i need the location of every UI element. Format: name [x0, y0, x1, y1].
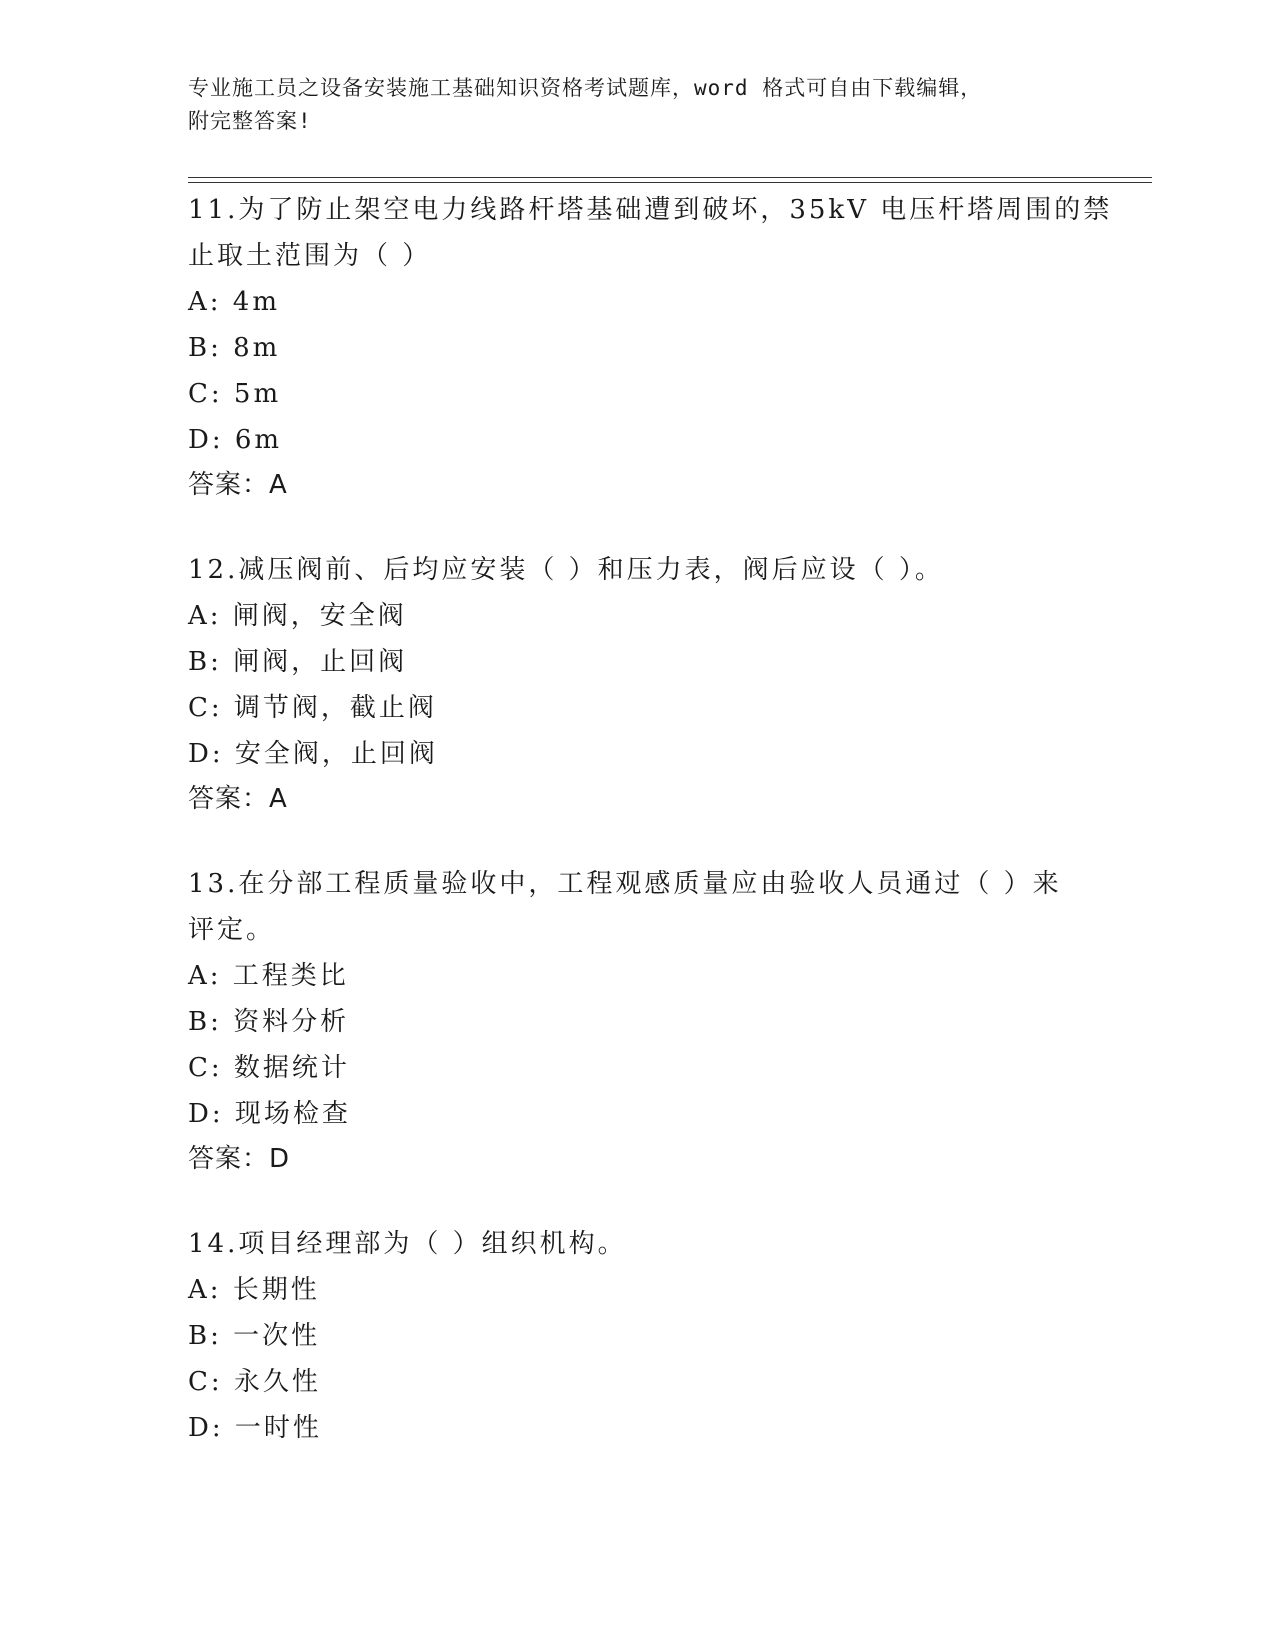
question-text: 13.在分部工程质量验收中，工程观感质量应由验收人员通过（ ）来 [188, 869, 1062, 899]
option-a: A: 长期性 [188, 1275, 320, 1305]
question-12 [188, 547, 1088, 821]
option-c: C: 数据统计 [188, 1053, 350, 1083]
question-text: 14.项目经理部为（ ）组织机构。 [188, 1229, 627, 1259]
option-a: A: 闸阀，安全阀 [188, 601, 407, 631]
question-text: 评定。 [188, 915, 276, 945]
document-header [188, 72, 1068, 138]
option-b: B: 8m [188, 333, 281, 363]
answer-text: 答案：A [188, 470, 288, 500]
option-a: A: 工程类比 [188, 961, 349, 991]
answer-text: 答案：D [188, 1144, 291, 1174]
answer-text: 答案：A [188, 784, 288, 814]
option-b: B: 资料分析 [188, 1007, 350, 1037]
question-text: 止取土范围为（ ） [188, 241, 432, 271]
header-line-1: 专业施工员之设备安装施工基础知识资格考试题库，word 格式可自由下载编辑， [188, 76, 983, 100]
option-b: B: 闸阀，止回阀 [188, 647, 408, 677]
option-d: D: 6m [188, 425, 283, 455]
question-text: 12.减压阀前、后均应安装（ ）和压力表，阀后应设（ ）。 [188, 555, 944, 585]
header-divider-bottom [188, 182, 1152, 183]
option-c: C: 调节阀，截止阀 [188, 693, 437, 723]
question-11 [188, 187, 1113, 507]
question-14 [188, 1221, 1088, 1451]
question-text: 11.为了防止架空电力线路杆塔基础遭到破坏，35kV 电压杆塔周围的禁 [188, 195, 1113, 225]
option-c: C: 永久性 [188, 1367, 321, 1397]
option-a: A: 4m [188, 287, 280, 317]
option-c: C: 5m [188, 379, 282, 409]
option-d: D: 一时性 [188, 1413, 322, 1443]
option-d: D: 现场检查 [188, 1099, 351, 1129]
header-divider-top [188, 177, 1152, 178]
header-line-2: 附完整答案! [188, 109, 312, 133]
question-list [188, 187, 1113, 1491]
option-b: B: 一次性 [188, 1321, 321, 1351]
option-d: D: 安全阀，止回阀 [188, 739, 438, 769]
question-13 [188, 861, 1088, 1181]
